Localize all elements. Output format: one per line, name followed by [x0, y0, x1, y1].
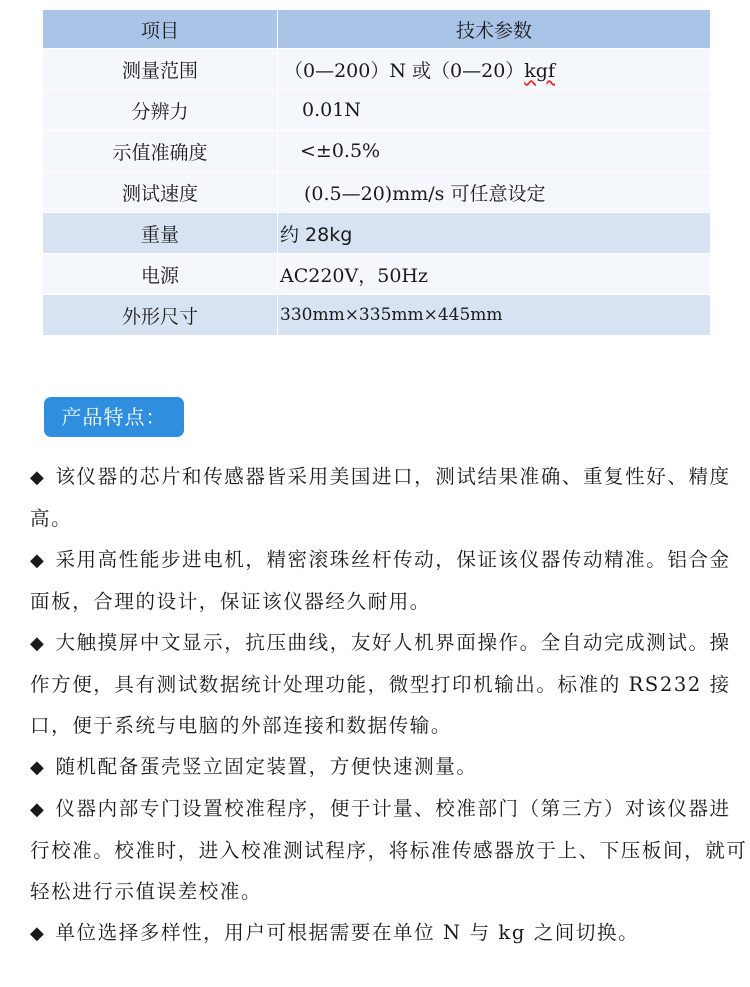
- feature-text: 单位选择多样性，用户可根据需要在单位 N 与 kg 之间切换。: [55, 921, 640, 944]
- features-list: [30, 456, 750, 954]
- feature-item: [30, 746, 750, 788]
- feature-item: [30, 788, 750, 912]
- table-row: [43, 254, 710, 295]
- feature-item: [30, 622, 750, 746]
- feature-text: 仪器内部专门设置校准程序，便于计量、校准部门（第三方）对该仪器进行校准。校准时，进入校准测试程序，将标准传感器放于上、下压板间，就可轻松进行示值误差校准。: [30, 797, 748, 903]
- row-name: 外形尺寸: [43, 295, 278, 336]
- row-value: [278, 49, 711, 90]
- diamond-bullet-icon: ◆: [30, 550, 46, 571]
- row-name: 电源: [43, 254, 278, 295]
- feature-text: 大触摸屏中文显示，抗压曲线，友好人机界面操作。全自动完成测试。操作方便，具有测试数据统计处理功能，微型打印机输出。标准的 RS232 接口，便于系统与电脑的外部连接和数据传输。: [30, 631, 731, 737]
- table-row: [43, 172, 710, 213]
- row-value: 0.01N: [278, 90, 711, 131]
- feature-text: 随机配备蛋壳竖立固定装置，方便快速测量。: [55, 755, 478, 778]
- table-row: [43, 49, 710, 90]
- feature-text: 该仪器的芯片和传感器皆采用美国进口，测试结果准确、重复性好、精度高。: [30, 465, 731, 530]
- row-value: 约 28kg: [278, 213, 711, 254]
- table-row: [43, 295, 710, 336]
- row-value: 330mm×335mm×445mm: [278, 295, 711, 336]
- row-name: 分辨力: [43, 90, 278, 131]
- row-name: 测试速度: [43, 172, 278, 213]
- range-unit: kgf: [524, 59, 556, 82]
- features-badge: 产品特点：: [44, 397, 184, 437]
- diamond-bullet-icon: ◆: [30, 799, 46, 820]
- table-row: [43, 213, 710, 254]
- row-name: 重量: [43, 213, 278, 254]
- feature-item: [30, 539, 750, 622]
- row-value: <±0.5%: [278, 131, 711, 172]
- diamond-bullet-icon: ◆: [30, 923, 46, 944]
- spec-table: [43, 10, 710, 336]
- row-name: 示值准确度: [43, 131, 278, 172]
- feature-item: [30, 456, 750, 539]
- row-name: 测量范围: [43, 49, 278, 90]
- diamond-bullet-icon: ◆: [30, 633, 46, 654]
- row-value: (0.5—20)mm/s 可任意设定: [278, 172, 711, 213]
- table-row: [43, 131, 710, 172]
- feature-item: [30, 912, 750, 954]
- header-item: 项目: [43, 10, 278, 49]
- table-row: [43, 90, 710, 131]
- row-value: AC220V，50Hz: [278, 254, 711, 295]
- range-value: （0—200）N 或（0—20）: [284, 59, 525, 82]
- feature-text: 采用高性能步进电机，精密滚珠丝杆传动，保证该仪器传动精准。铝合金面板，合理的设计，保证该仪器经久耐用。: [30, 548, 731, 613]
- header-param: 技术参数: [278, 10, 711, 49]
- spec-table-header: [43, 10, 710, 49]
- diamond-bullet-icon: ◆: [30, 467, 46, 488]
- diamond-bullet-icon: ◆: [30, 757, 46, 778]
